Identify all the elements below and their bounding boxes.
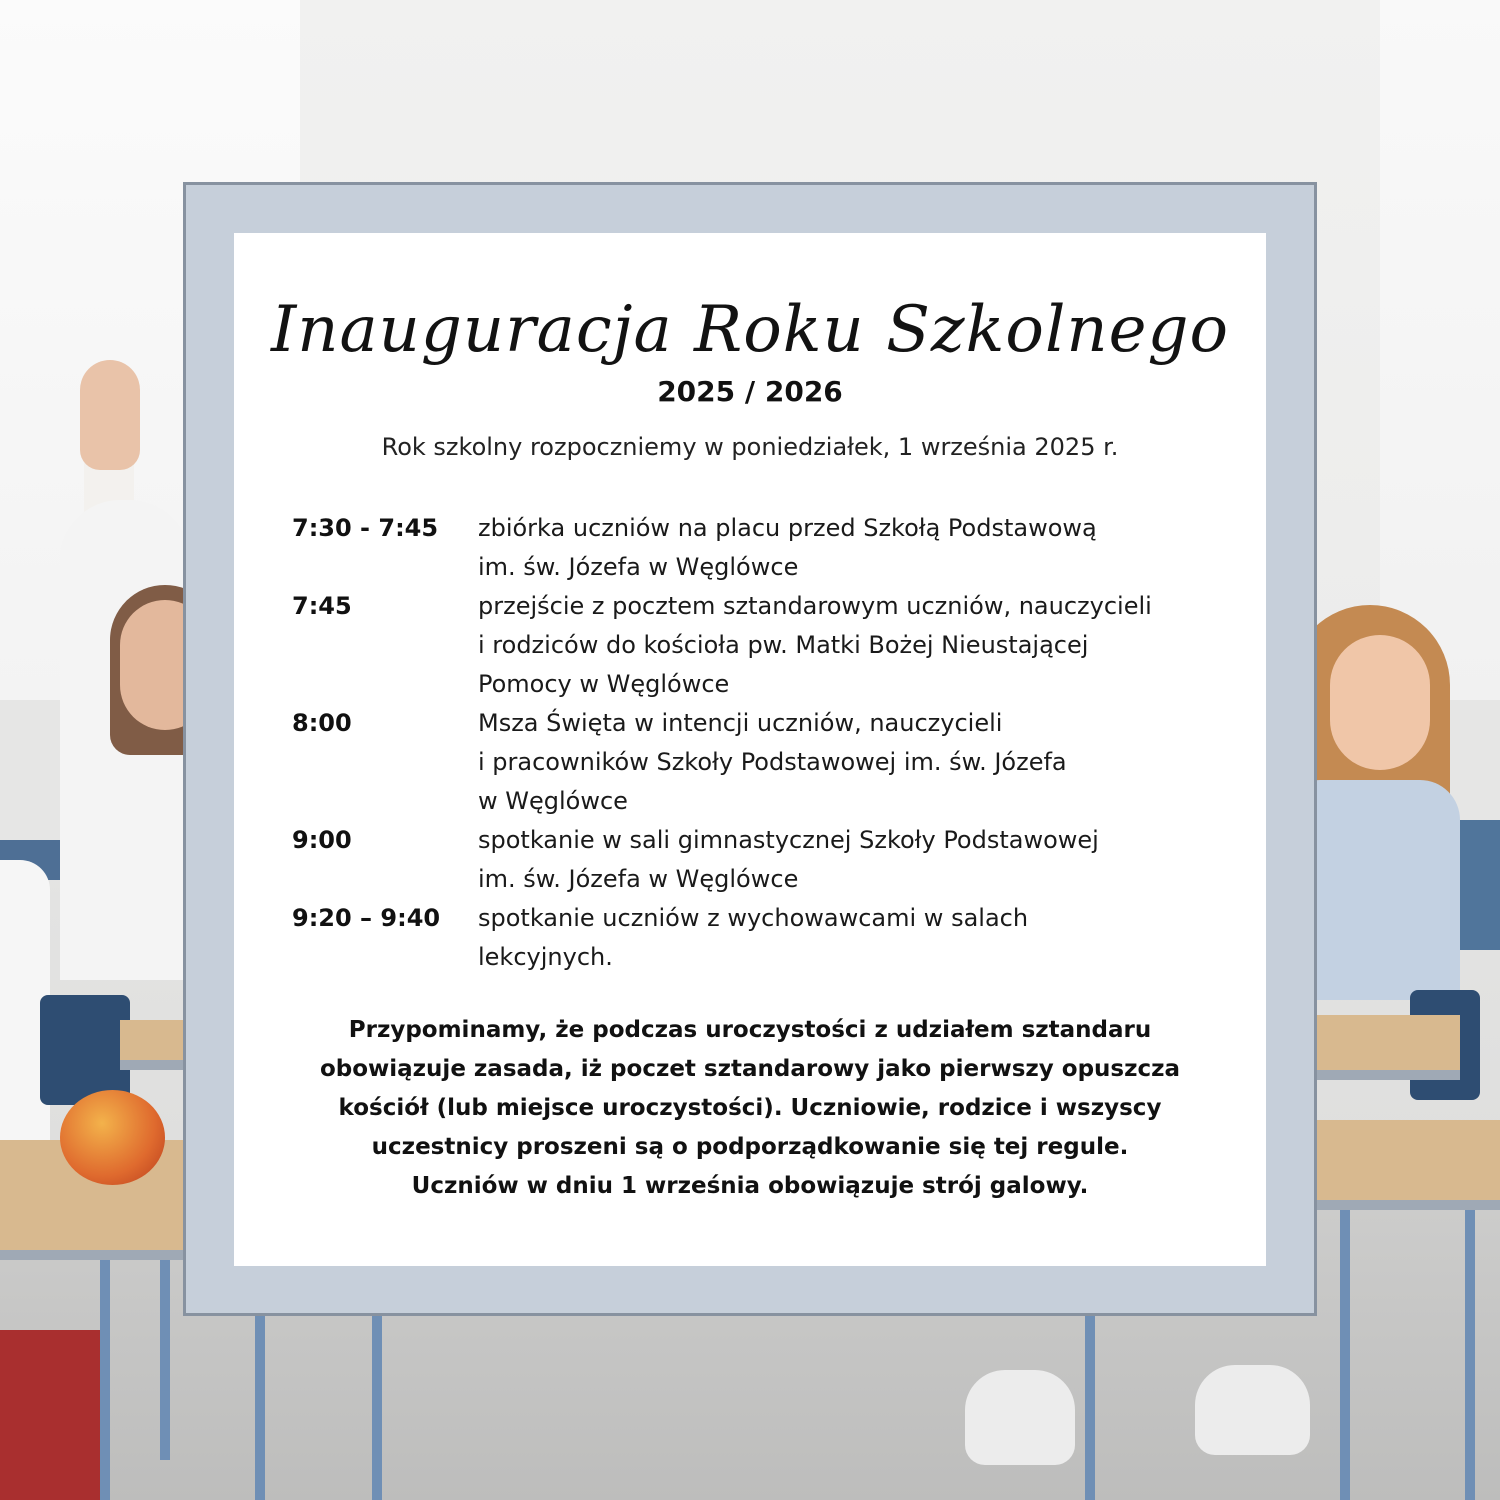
window-right [1380,0,1500,700]
schedule-line: przejście z pocztem sztandarowym uczniów, nauczycieli [478,592,1152,620]
raised-hand [80,360,140,470]
page-title: Inauguracja Roku Szkolnego [271,293,1229,367]
desk-leg [1340,1210,1350,1500]
schedule-row [292,509,1232,587]
schedule-line: spotkanie uczniów z wychowawcami w salach [478,904,1029,932]
desk-right-front [1310,1120,1500,1210]
sneaker [1195,1365,1310,1455]
schedule-description [478,509,1097,587]
schedule-time: 7:30 - 7:45 [292,514,439,542]
schedule-time: 7:45 [292,592,352,620]
schedule-row [292,704,1232,821]
schedule-time: 8:00 [292,709,352,737]
student-right-face [1330,635,1430,770]
schedule-line: w Węglówce [478,787,628,815]
schedule-description [478,899,1028,977]
schedule-line: i rodziców do kościoła pw. Matki Bożej Nieustającej [478,631,1089,659]
schedule-description [478,587,1152,704]
chair-left [40,995,130,1105]
desk-leg [160,1260,170,1460]
schedule-row [292,587,1232,704]
announcement-card [234,233,1266,1266]
notice-line: uczestnicy proszeni są o podporządkowanie się tej regule. [371,1134,1129,1160]
apple [60,1090,165,1185]
schedule-row [292,899,1232,977]
schedule-line: spotkanie w sali gimnastycznej Szkoły Podstawowej [478,826,1099,854]
schedule-line: zbiórka uczniów na placu przed Szkołą Podstawową [478,514,1097,542]
notice-text [274,1011,1226,1206]
desk-leg [100,1260,110,1500]
schedule-time: 9:00 [292,826,352,854]
schedule-line: im. św. Józefa w Węglówce [478,865,799,893]
desk-leg [1465,1210,1475,1500]
intro-text: Rok szkolny rozpoczniemy w poniedziałek, 1 września 2025 r. [381,433,1119,461]
schedule-description [478,704,1067,821]
schedule-time: 9:20 – 9:40 [292,904,441,932]
sneaker [965,1370,1075,1465]
desk-leg [255,1316,265,1500]
notice-line: obowiązuje zasada, iż poczet sztandarowy jako pierwszy opuszcza [319,1056,1181,1082]
student-skirt [0,1330,110,1500]
schedule-line: Msza Święta w intencji uczniów, nauczycieli [478,709,1003,737]
desk-leg [1085,1316,1095,1500]
schedule [292,509,1232,977]
schedule-line: i pracowników Szkoły Podstawowej im. św. Józefa [478,748,1067,776]
notice-line: Przypominamy, że podczas uroczystości z udziałem sztandaru [348,1017,1152,1043]
schedule-description [478,821,1099,899]
notice-line: kościół (lub miejsce uroczystości). Uczniowie, rodzice i wszyscy [338,1095,1162,1121]
desk-leg [372,1316,382,1500]
schedule-line: im. św. Józefa w Węglówce [478,553,799,581]
school-year: 2025 / 2026 [657,375,843,408]
schedule-line: Pomocy w Węglówce [478,670,730,698]
schedule-row [292,821,1232,899]
notice-line: Uczniów w dniu 1 września obowiązuje strój galowy. [411,1173,1089,1199]
schedule-line: lekcyjnych. [478,943,613,971]
desk-right-back [1310,1015,1460,1080]
desk-left-back [120,1020,190,1070]
